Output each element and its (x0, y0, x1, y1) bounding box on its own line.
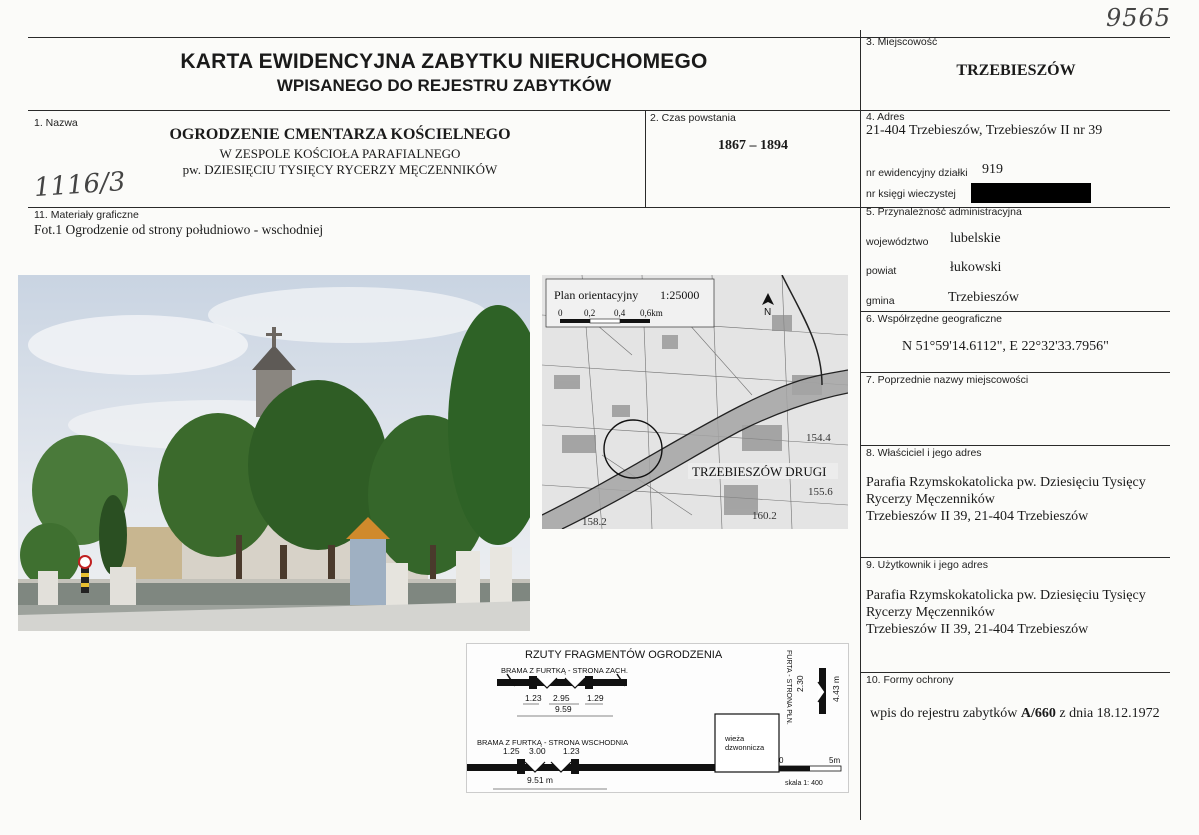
protection-form (870, 706, 1160, 722)
field7-divider (860, 372, 1170, 373)
north-label: N (764, 307, 772, 318)
plan-west-label: BRAMA Z FURTKĄ - STRONA ZACH. (501, 666, 628, 675)
map-scale-tick-3: 0,6km (640, 308, 663, 318)
field9-divider (860, 557, 1170, 558)
field5-label: 5. Przynależność administracyjna (866, 206, 1022, 218)
plan-wicket-label: FURTA - STRONA PŁN. (785, 650, 792, 725)
monument-name-line1: OGRODZENIE CMENTARZA KOŚCIELNEGO (169, 126, 511, 143)
plan-east-dim-3: 1.23 (563, 746, 580, 756)
handwritten-file-number: 1116/3 (33, 166, 127, 204)
monument-name-line2: W ZESPOLE KOŚCIOŁA PARAFIALNEGO (219, 146, 461, 161)
county-label: powiat (866, 265, 897, 277)
card-title-line1: KARTA EWIDENCYJNA ZABYTKU NIERUCHOMEGO (180, 50, 708, 73)
plan-west-total: 9.59 (555, 704, 572, 714)
plan-west-dim-2: 2.95 (553, 693, 570, 703)
field3-label: 3. Miejscowość (866, 36, 938, 48)
field7-label: 7. Poprzednie nazwy miejscowości (866, 374, 1029, 386)
main-vertical-divider (860, 30, 861, 820)
field8-divider (860, 445, 1170, 446)
protection-register-number: A/660 (1020, 706, 1056, 721)
voivodeship-label: województwo (866, 236, 929, 248)
field10-divider (860, 672, 1170, 673)
county-value: łukowski (950, 260, 1002, 275)
voivodeship-value: lubelskie (950, 231, 1001, 246)
plan-scale-5: 5m (829, 756, 841, 765)
map-place-name: TRZEBIESZÓW DRUGI (692, 464, 827, 479)
fence-photograph (18, 275, 530, 631)
plan-east-total: 9.51 m (527, 775, 553, 785)
owner-line2: Rycerzy Męczenników (866, 492, 995, 507)
land-register-label: nr księgi wieczystej (866, 188, 956, 200)
plan-tower-line1: wieża (725, 734, 745, 743)
plan-east-dim-1: 1.25 (503, 746, 520, 756)
user-line1: Parafia Rzymskokatolicka pw. Dziesięciu Tysięcy (866, 588, 1146, 603)
address-value: 21-404 Trzebieszów, Trzebieszów II nr 39 (866, 123, 1103, 138)
card-title-line2: WPISANEGO DO REJESTRU ZABYTKÓW (276, 76, 612, 95)
field6-divider (860, 311, 1170, 312)
map-height-2: 155.6 (808, 486, 833, 498)
top-border (28, 37, 1170, 38)
row1-divider (28, 110, 1170, 111)
map-height-3: 160.2 (752, 510, 777, 522)
creation-date: 1867 – 1894 (718, 138, 788, 153)
field8-label: 8. Właściciel i jego adres (866, 447, 982, 459)
plan-wicket-dim-2: 4.43 m (831, 676, 841, 702)
fence-plan-drawing (466, 643, 849, 793)
commune-value: Trzebieszów (948, 290, 1020, 305)
user-line3: Trzebieszów II 39, 21-404 Trzebieszów (866, 622, 1089, 637)
field10-label: 10. Formy ochrony (866, 674, 954, 686)
plan-illustration (467, 644, 848, 792)
map-scale-tick-1: 0,2 (584, 308, 596, 318)
coordinates-value: N 51°59'14.6112", E 22°32'33.7956" (902, 339, 1109, 354)
field4-label: 4. Adres (866, 111, 905, 123)
owner-line1: Parafia Rzymskokatolicka pw. Dziesięciu Tysięcy (866, 475, 1146, 490)
map-illustration (542, 275, 848, 529)
owner-line3: Trzebieszów II 39, 21-404 Trzebieszów (866, 509, 1089, 524)
plan-title: RZUTY FRAGMENTÓW OGRODZENIA (525, 649, 723, 661)
map-height-1: 154.4 (806, 432, 831, 444)
commune-label: gmina (866, 295, 895, 307)
field6-label: 6. Współrzędne geograficzne (866, 313, 1002, 325)
plan-tower-line2: dzwonnicza (725, 743, 765, 752)
field1-label: 1. Nazwa (34, 117, 78, 129)
plan-wicket-dim-1: 2.30 (795, 675, 805, 692)
photo-caption: Fot.1 Ogrodzenie od strony południowo - wschodniej (34, 222, 324, 237)
handwritten-archive-number: 9565 (1106, 4, 1172, 32)
protection-text-pre: wpis do rejestru zabytków (870, 706, 1021, 721)
monument-name (100, 126, 580, 178)
land-register-redaction (971, 183, 1091, 203)
date-vertical-divider (645, 110, 646, 207)
plan-scale-label: skala 1: 400 (785, 780, 823, 787)
field11-label: 11. Materiały graficzne (34, 209, 139, 221)
map-height-4: 158.2 (582, 516, 607, 528)
monument-name-line3: pw. DZIESIĘCIU TYSIĘCY RYCERZY MĘCZENNIKÓW (182, 162, 498, 177)
locality-value: TRZEBIESZÓW (956, 62, 1076, 79)
map-scale-tick-2: 0,4 (614, 308, 626, 318)
field9-label: 9. Użytkownik i jego adres (866, 559, 988, 571)
map-scale: 1:25000 (660, 288, 700, 302)
plan-east-label: BRAMA Z FURTKĄ - STRONA WSCHODNIA (477, 738, 629, 747)
plot-label: nr ewidencyjny działki (866, 167, 968, 179)
orientation-map (542, 275, 848, 529)
map-title: Plan orientacyjny (554, 288, 639, 302)
protection-text-post: z dnia 18.12.1972 (1055, 706, 1160, 721)
map-scale-tick-0: 0 (558, 308, 563, 318)
plan-west-dim-3: 1.29 (587, 693, 604, 703)
field2-label: 2. Czas powstania (650, 112, 736, 124)
plan-scale-0: 0 (779, 756, 784, 765)
photo-illustration (18, 275, 530, 631)
plan-west-dim-1: 1.23 (525, 693, 542, 703)
user-line2: Rycerzy Męczenników (866, 605, 995, 620)
plot-value: 919 (982, 162, 1003, 177)
card-title (28, 50, 860, 96)
plan-east-dim-2: 3.00 (529, 746, 546, 756)
